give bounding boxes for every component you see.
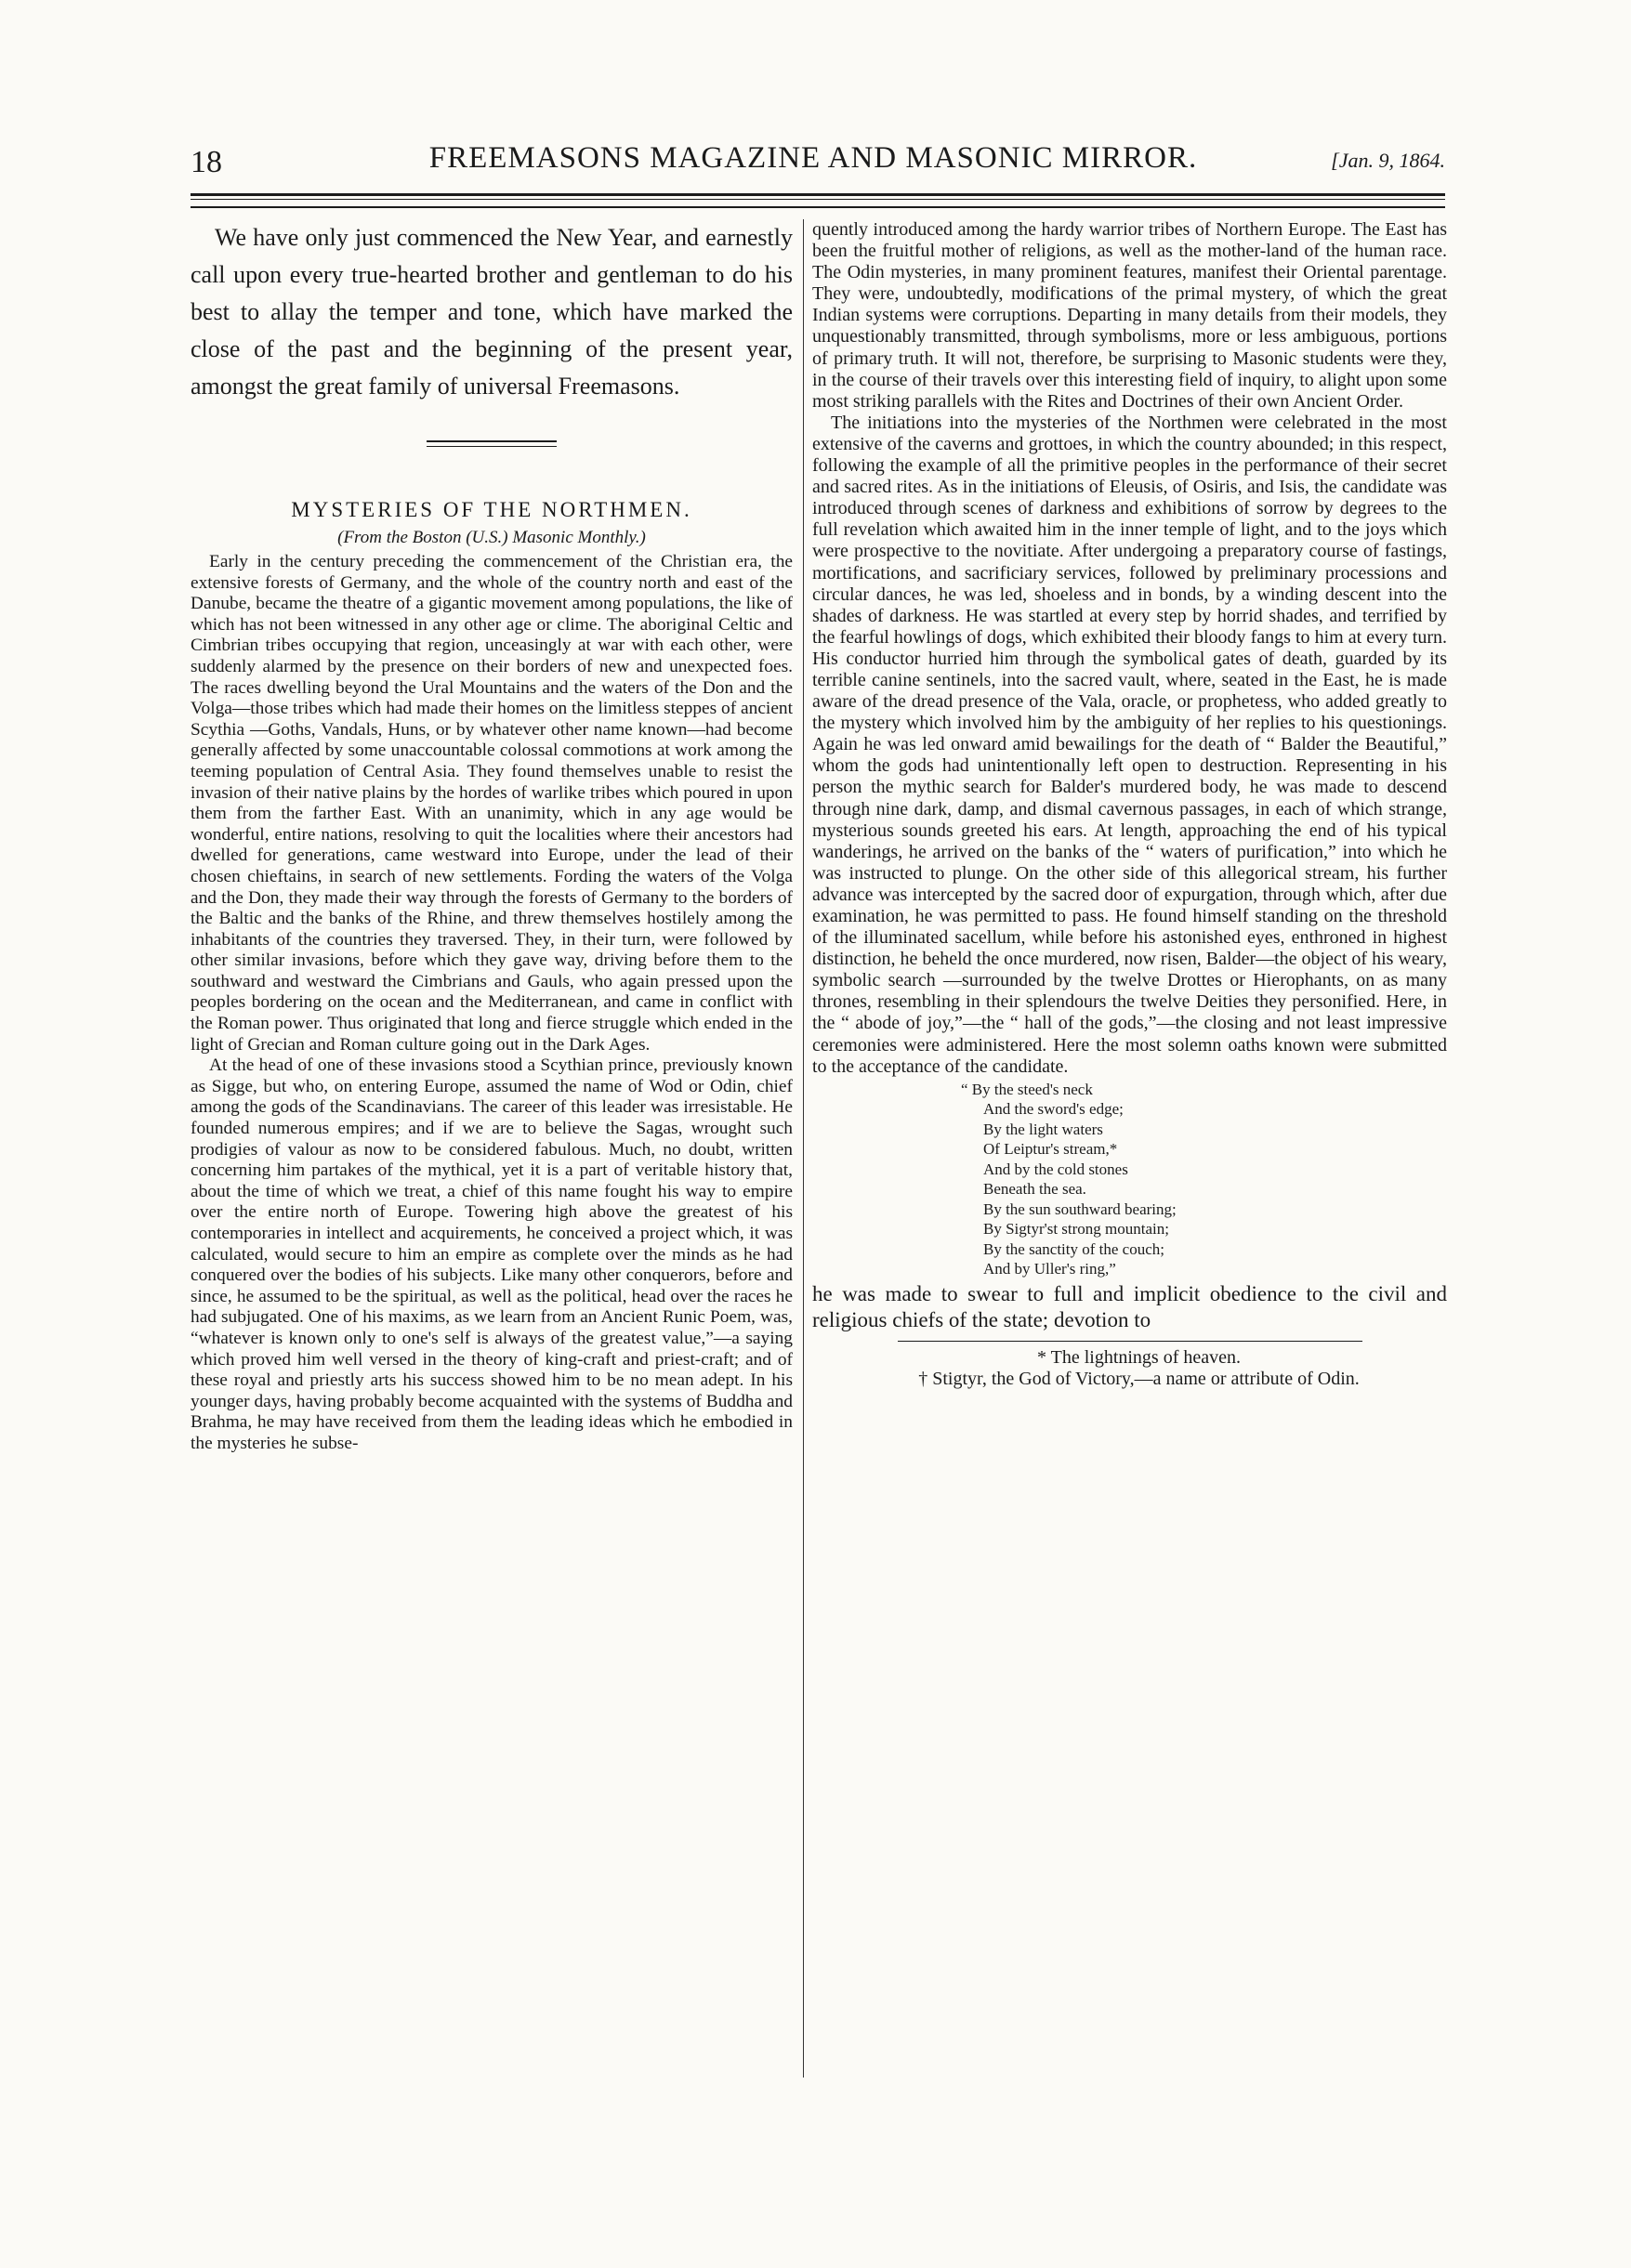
article-separator	[427, 440, 557, 447]
footnote: * The lightnings of heaven.	[1036, 1346, 1242, 1368]
verse-line: Of Leiptur's stream,*	[983, 1140, 1118, 1159]
verse-line: By the sun southward bearing;	[983, 1200, 1177, 1218]
running-title: FREEMASONS MAGAZINE AND MASONIC MIRROR.	[428, 141, 1198, 175]
article-paragraph: quently introduced among the hardy warrior tribes of Northern Europe. The East has been the fruitful mother of religions, as well as the mother-land of the human race. The Odin mysteries, in many prominent features, manifest their Oriental parentage. They were, undoubtedly, modifications of the primal mystery, of which the great Indian systems were corruptions. Departing in many details from their models, they unquestionably transmitted, through symbolisms, more or less ambiguous, portions of primary truth. It will not, therefore, be surprising to Masonic students were they, in the course of their travels over this interesting field of inquiry, to alight upon some most striking parallels with the Rites and Doctrines of their own Ancient Order.	[812, 219, 1447, 412]
verse-line: And the sword's edge;	[983, 1100, 1124, 1119]
header-rule	[191, 199, 1445, 200]
article-paragraph: Early in the century preceding the commencement of the Christian era, the extensive forests of Germany, and the whole of the country north and east of the Danube, became the theatre of a gigantic movement among populations, the like of which has not been witnessed in any other age or clime. The aboriginal Celtic and Cimbrian tribes occupying that region, unceasingly at war with each other, were suddenly alarmed by the presence on their borders of new and unexpected foes. The races dwelling beyond the Ural Mountains and the waters of the Don and the Volga—those tribes which had made their homes on the limitless steppes of ancient Scythia —Goths, Vandals, Huns, or by whatever other name known—had become generally affected by some unaccountable colossal commotions at work among the teeming population of Central Asia. They found themselves unable to resist the invasion of their native plains by the hordes of warlike tribes which poured in upon them from the farther East. With an unanimity, which in any age would be wonderful, entire nations, resolving to quit the localities where their ancestors had dwelled for generations, came westward into Europe, under the lead of their chosen chieftains, in search of new settlements. Fording the waters of the Volga and the Don, they made their way through the forests of Germany to the borders of the Baltic and the banks of the Rhine, and threw themselves hostilely among the inhabitants of the countries they traversed. They, in their turn, were followed by other similar invasions, before which they gave way, driving before them to the southward and westward the Cimbrians and Gauls, who again pressed upon the peoples bordering on the ocean and the Mediterranean, and came in conflict with the Roman power. Thus originated that long and fierce struggle which ended in the light of Grecian and Roman culture going out in the Dark Ages.	[191, 552, 794, 1055]
article-body-right	[812, 219, 1447, 1390]
verse-line: And by the cold stones	[983, 1160, 1128, 1178]
verse-line: “ By the steed's neck	[961, 1080, 1093, 1098]
article-title: MYSTERIES OF THE NORTHMEN.	[291, 498, 692, 521]
article-source: (From the Boston (U.S.) Masonic Monthly.)	[337, 528, 646, 547]
page-number: 18	[191, 145, 222, 179]
footnote-rule	[898, 1341, 1362, 1342]
verse-line: By Sigtyr'st strong mountain;	[983, 1220, 1169, 1239]
right-column	[812, 219, 1447, 1390]
verse-line: Beneath the sea.	[983, 1180, 1086, 1199]
column-divider	[803, 219, 804, 2078]
article-paragraph: The initiations into the mysteries of the Northmen were celebrated in the most extensive of the caverns and grottoes, in which the country abounded; in this respect, following the example of all the primitive peoples in the performance of their secret and sacred rites. As in the initiations of Eleusis, of Osiris, and Isis, the candidate was introduced through scenes of darkness and exhibitions of sorrow by degrees to the full revelation which awaited him in the inner temple of light, and to the joys which were prospective to the novitiate. After undergoing a preparatory course of fastings, mortifications, and sacrificiary services, followed by preliminary processions and circular dances, he was led, shoeless and in bonds, by a winding descent into the shades of darkness. He was startled at every step by horrid shades, and terrified by the fearful howlings of dogs, which exhibited their bloody fangs to him at every turn. His conductor hurried him through the symbolical gates of death, guarded by its terrible canine sentinels, into the sacred vault, where, seated in the East, he is made aware of the dread presence of the Vala, oracle, or prophetess, who added greatly to the mystery which involved him by the ambiguity of her replies to his questionings. Again he was led onward amid bewailings for the death of “ Balder the Beautiful,” whom the gods had unintentionally left open to destruction. Representing in his person the mythic search for Balder's murdered body, he was made to descend through nine dark, damp, and dismal cavernous passages, in each of which strange, mysterious sounds greeted his ears. At length, approaching the end of his typical wanderings, he arrived on the banks of the “ waters of purification,” into which he was instructed to plunge. On the other side of this allegorical stream, his further advance was intercepted by the sacred door of expurgation, through which, after due examination, he was permitted to pass. He found himself standing on the threshold of the illuminated sacellum, while before his astonished eyes, enthroned in highest distinction, he beheld the once murdered, now risen, Balder—the object of his weary, symbolic search —surrounded by the twelve Drottes or Hierophants, on as many thrones, resembling in their splendours the twelve Deities they personified. Here, in the “ abode of joy,”—the “ hall of the gods,”—the closing and not least impressive ceremonies were administered. Here the most solemn oaths known were submitted to the acceptance of the candidate.	[812, 412, 1447, 1077]
article-paragraph: At the head of one of these invasions stood a Scythian prince, previously known as Sigge, but who, on entering Europe, assumed the name of Wod or Odin, chief among the gods of the Scandinavians. The career of this leader was irresistable. He founded numerous empires; and if we are to believe the Sagas, wrought such prodigies of valour as now to be considered fabulous. Much, no doubt, written concerning him partakes of the mythical, yet it is a part of veritable history that, about the time of which we treat, a chief of this name fought his way to empire over the entire north of Europe. Towering high above the greatest of his contemporaries in intellect and acquirements, he conceived a project which, it was calculated, would secure to him an empire as complete over the minds as he had conquered over the bodies of his subjects. Like many other conquerors, before and since, he assumed to be the spiritual, as well as the political, head over the races he had subjugated. One of his maxims, as we learn from an Ancient Runic Poem, was, “whatever is known only to one's self is always of the greatest value,”—a saying which proved him well versed in the theory of king-craft and priest-craft; and of these royal and priestly arts his success showed him to be no mean adept. In his younger days, having probably become acquainted with the systems of Buddha and Brahma, he may have received from them the leading ideas which he embodied in the mysteries he subse-	[191, 1055, 793, 1453]
header-rule	[191, 193, 1445, 196]
footnote: † Stigtyr, the God of Victory,—a name or attribute of Odin.	[918, 1368, 1360, 1389]
verse-line: By the sanctity of the couch;	[983, 1239, 1164, 1258]
article-body-left	[191, 552, 793, 1455]
page-header	[191, 141, 1445, 184]
oath-verse	[961, 1080, 1447, 1279]
article-paragraph: he was made to swear to full and implicit obedience to the civil and religious chiefs of the state; devotion to	[812, 1281, 1447, 1331]
issue-date: [Jan. 9, 1864.	[1331, 149, 1445, 172]
header-rule	[191, 206, 1445, 208]
verse-line: By the light waters	[983, 1120, 1103, 1138]
verse-line: And by Uller's ring,”	[983, 1260, 1116, 1278]
left-column	[191, 219, 793, 1455]
lead-paragraph: We have only just commenced the New Year, and earnestly call upon every true-hearted brother and gentleman to do his best to allay the temper and tone, which have marked the close of the past and the beginning of the present year, amongst the great family of universal Freemasons.	[191, 224, 793, 400]
